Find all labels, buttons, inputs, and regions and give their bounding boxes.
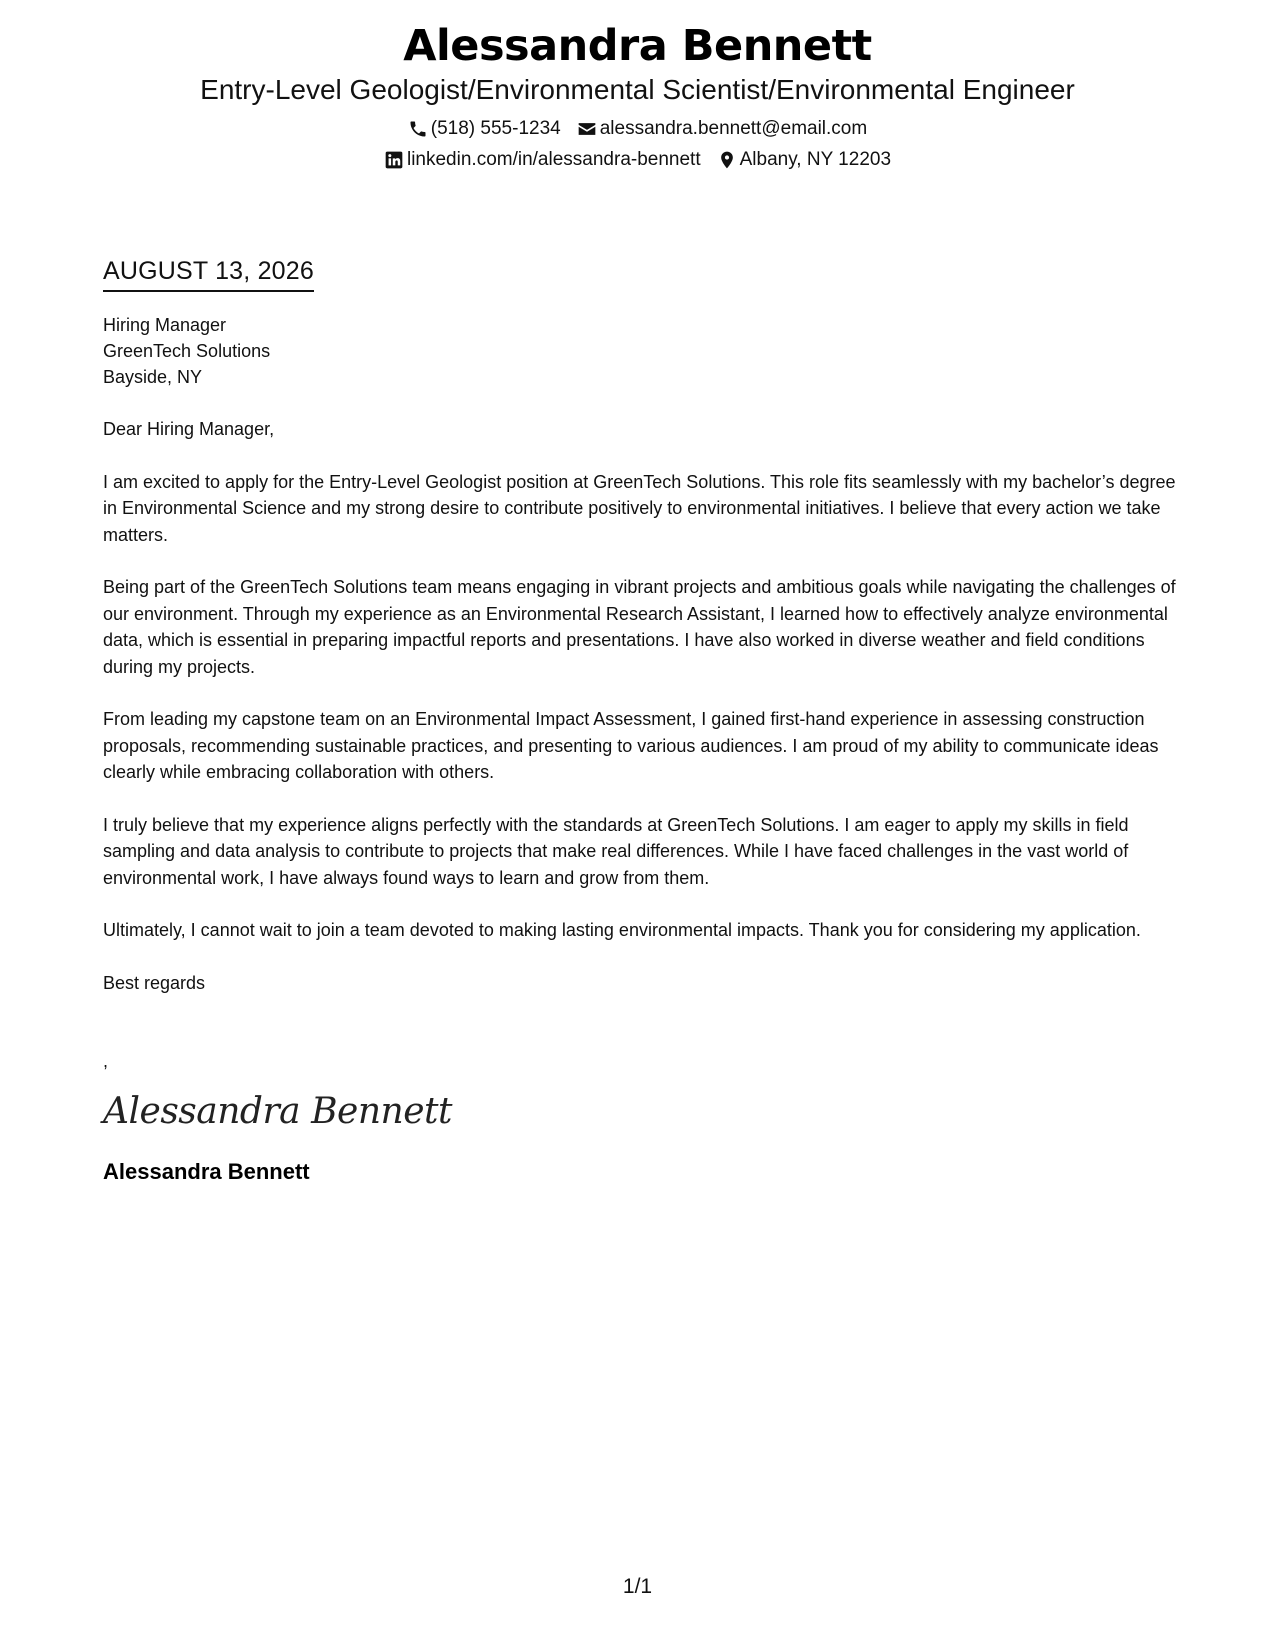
email-text: alessandra.bennett@email.com	[599, 118, 868, 139]
phone-icon	[408, 119, 428, 139]
body-paragraph: Being part of the GreenTech Solutions team means engaging in vibrant projects and ambitious goals while navigating the challenges of our environment. Through my experience as an Environmental Research Assistant, I learned how to effectively analyze environmental data, which is essential in preparing impactful reports and presentations. I have also worked in diverse weather and field conditions during my projects.	[103, 577, 1176, 677]
body-paragraph: From leading my capstone team on an Environmental Impact Assessment, I gained first-hand experience in assessing construction proposals, recommending sustainable practices, and presenting to various audiences. I am proud of my ability to communicate ideas clearly while embracing collaboration with others.	[103, 709, 1159, 782]
body-paragraph: I am excited to apply for the Entry-Level Geologist position at GreenTech Solutions. This role fits seamlessly with my bachelor’s degree in Environmental Science and my strong desire to contribute positively to environmental initiatives. I believe that every action we take matters.	[103, 471, 1176, 545]
recipient-location: Bayside, NY	[103, 367, 203, 387]
contact-row-secondary	[0, 148, 1275, 172]
contact-phone[interactable]	[408, 117, 561, 141]
letter-body	[103, 256, 1183, 1186]
phone-text: (518) 555-1234	[430, 118, 561, 139]
contact-row-primary	[0, 117, 1275, 141]
body-paragraph: Ultimately, I cannot wait to join a team devoted to making lasting environmental impacts. Thank you for considering my application.	[103, 920, 1141, 940]
linkedin-icon	[384, 150, 404, 170]
applicant-role: Entry-Level Geologist/Environmental Scientist/Environmental Engineer	[200, 74, 1075, 105]
envelope-icon	[577, 119, 597, 139]
contact-email[interactable]	[577, 117, 867, 141]
location-text: Albany, NY 12203	[739, 149, 892, 170]
signer-name: Alessandra Bennett	[103, 1159, 310, 1184]
recipient-company: GreenTech Solutions	[103, 341, 271, 361]
handwritten-signature: Alessandra Bennett	[103, 1091, 452, 1132]
contact-linkedin[interactable]	[384, 148, 701, 172]
letter-date: AUGUST 13, 2026	[103, 256, 314, 292]
closing-comma: ,	[103, 1051, 109, 1071]
body-paragraph: I truly believe that my experience aligns perfectly with the standards at GreenTech Solutions. I am eager to apply my skills in field sampling and data analysis to contribute to projects that make real differences. While I have faced challenges in the vast world of environmental work, I have always found ways to learn and grow from them.	[103, 814, 1129, 888]
recipient-block	[103, 312, 1183, 390]
salutation: Dear Hiring Manager,	[103, 419, 275, 439]
contact-location	[717, 148, 891, 172]
closing: Best regards	[103, 972, 206, 993]
recipient-title: Hiring Manager	[103, 315, 227, 335]
linkedin-text: linkedin.com/in/alessandra-bennett	[406, 149, 701, 170]
map-pin-icon	[717, 150, 737, 170]
applicant-name: Alessandra Bennett	[403, 21, 872, 71]
letter-header	[0, 18, 1275, 172]
page-number: 1/1	[622, 1575, 653, 1598]
